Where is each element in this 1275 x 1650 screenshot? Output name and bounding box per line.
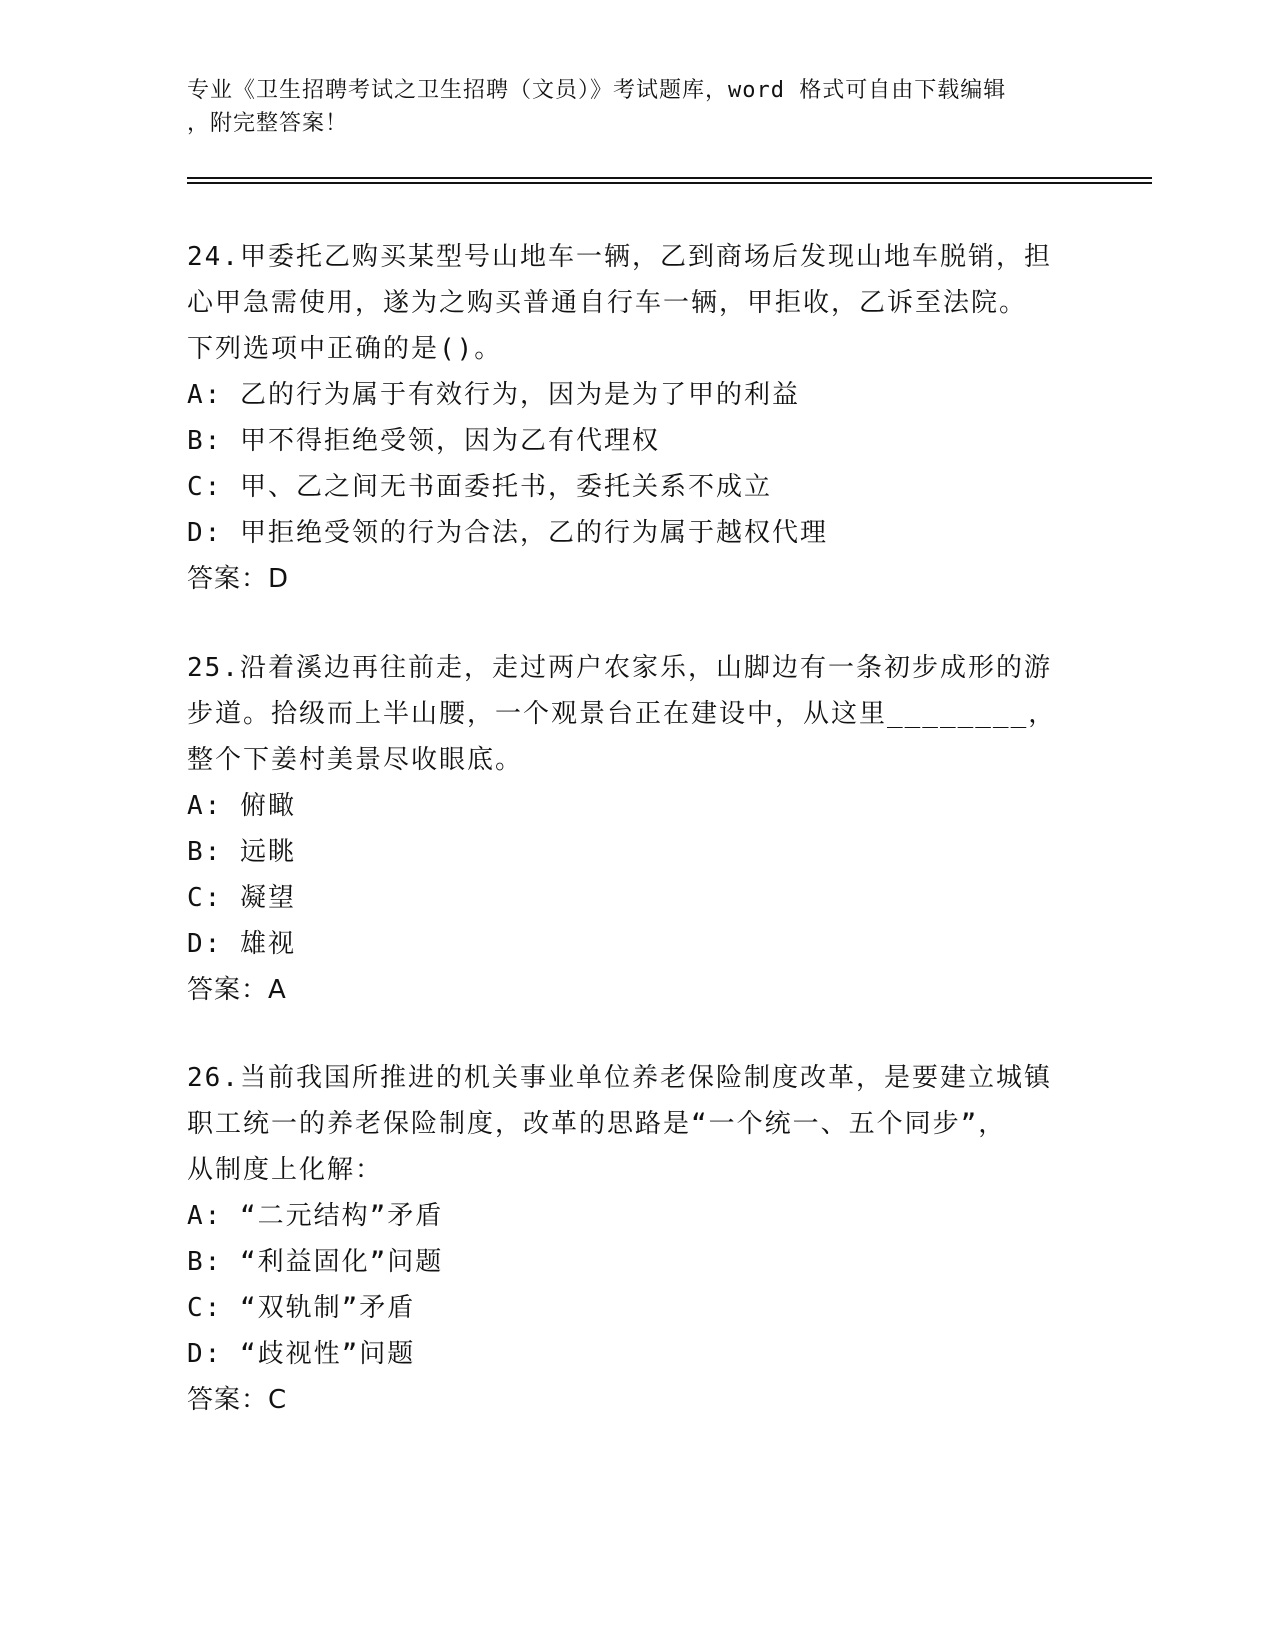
option-a: A: 乙的行为属于有效行为，因为是为了甲的利益 [187,380,800,410]
option-d: D: 雄视 [187,929,296,959]
answer-line: 答案：A [187,975,287,1005]
option-a: A: “二元结构”矛盾 [187,1201,444,1231]
option-b: B: 远眺 [187,837,296,867]
question-text-line: 职工统一的养老保险制度，改革的思路是“一个统一、五个同步”， [187,1109,1007,1139]
option-c: C: 凝望 [187,883,296,913]
option-b: B: “利益固化”问题 [187,1247,444,1277]
option-b: B: 甲不得拒绝受领，因为乙有代理权 [187,426,660,456]
option-c: C: 甲、乙之间无书面委托书，委托关系不成立 [187,472,772,502]
question-text-line: 26.当前我国所推进的机关事业单位养老保险制度改革，是要建立城镇 [187,1063,1052,1093]
option-a: A: 俯瞰 [187,791,296,821]
question-text-line: 下列选项中正确的是()。 [187,334,503,364]
header-divider-top [187,177,1152,179]
answer-line: 答案：C [187,1385,288,1415]
option-d: D: 甲拒绝受领的行为合法，乙的行为属于越权代理 [187,518,828,548]
question-text-line: 24.甲委托乙购买某型号山地车一辆，乙到商场后发现山地车脱销，担 [187,242,1052,272]
question-text-line: 从制度上化解： [187,1155,384,1185]
question-25 [187,645,1087,1013]
option-c: C: “双轨制”矛盾 [187,1293,416,1323]
answer-line: 答案：D [187,564,290,594]
question-26 [187,1055,1087,1423]
option-d: D: “歧视性”问题 [187,1339,416,1369]
document-header [187,74,1067,140]
header-divider-bottom [187,182,1152,184]
question-text-line: 步道。拾级而上半山腰，一个观景台正在建设中，从这里________， [187,699,1057,729]
question-text-line: 心甲急需使用，遂为之购买普通自行车一辆，甲拒收，乙诉至法院。 [187,288,1028,318]
question-24 [187,234,1087,602]
question-text-line: 整个下姜村美景尽收眼底。 [187,745,524,775]
question-text-line: 25.沿着溪边再往前走，走过两户农家乐，山脚边有一条初步成形的游 [187,653,1052,683]
header-line-1: 专业《卫生招聘考试之卫生招聘（文员）》考试题库，word 格式可自由下载编辑 [187,78,1007,103]
header-line-2: ，附完整答案！ [187,111,349,136]
